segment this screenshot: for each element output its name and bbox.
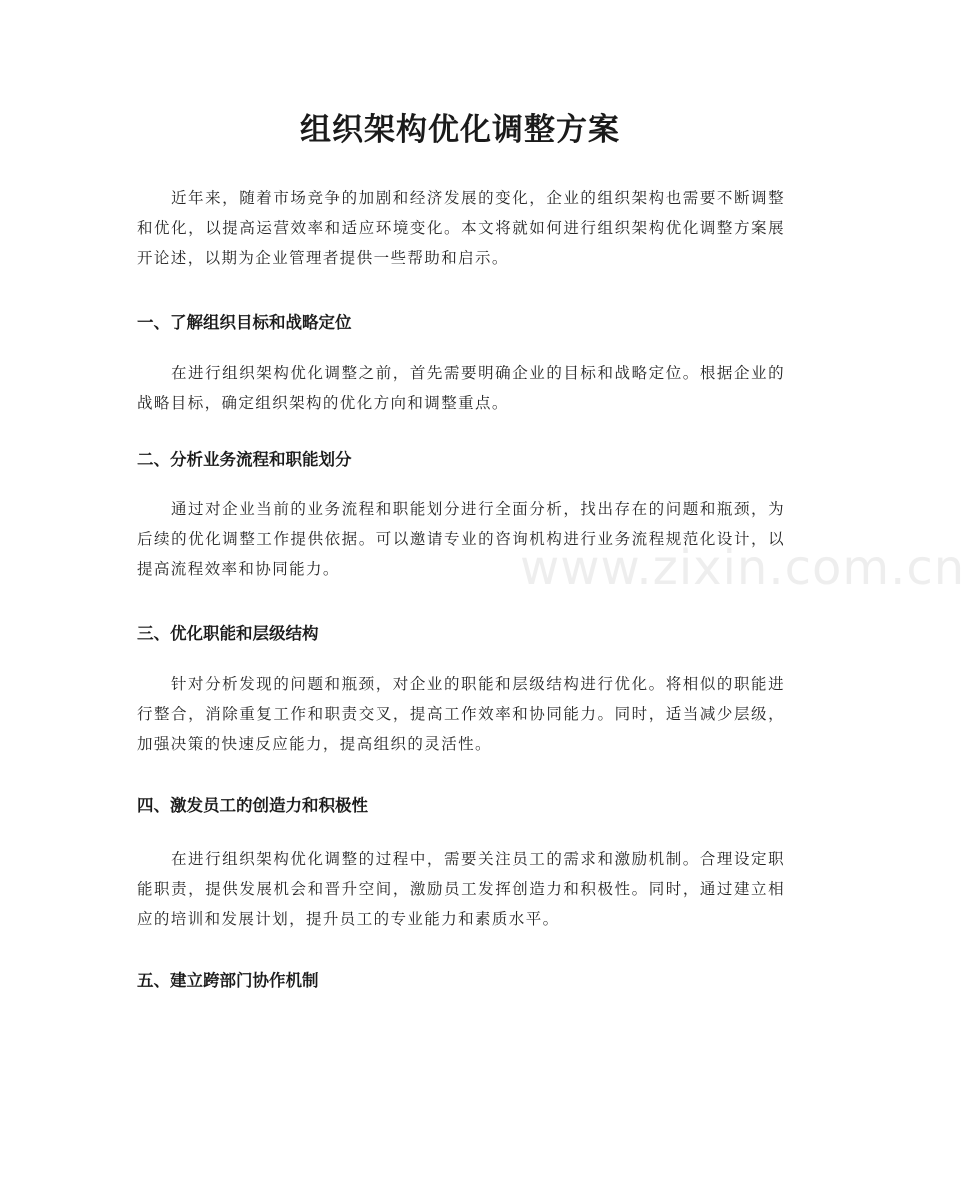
section-body-4: 在进行组织架构优化调整的过程中，需要关注员工的需求和激励机制。合理设定职能职责，提供发展机会和晋升空间，激励员工发挥创造力和积极性。同时，通过建立相应的培训和发展计划，提升员工的专业能力和素质水平。 xyxy=(137,850,785,928)
section-heading-3: 三、优化职能和层级结构 xyxy=(137,624,319,643)
section-body-3: 针对分析发现的问题和瓶颈，对企业的职能和层级结构进行优化。将相似的职能进行整合，消除重复工作和职责交叉，提高工作效率和协同能力。同时，适当减少层级，加强决策的快速反应能力，提高组织的灵活性。 xyxy=(137,675,785,753)
section-heading-1: 一、了解组织目标和战略定位 xyxy=(137,313,352,332)
section-heading-4: 四、激发员工的创造力和积极性 xyxy=(137,796,368,815)
section-heading-5: 五、建立跨部门协作机制 xyxy=(137,971,319,990)
intro-paragraph: 近年来，随着市场竞争的加剧和经济发展的变化，企业的组织架构也需要不断调整和优化，以提高运营效率和适应环境变化。本文将就如何进行组织架构优化调整方案展开论述，以期为企业管理者提供一些帮助和启示。 xyxy=(137,189,785,267)
section-heading-2: 二、分析业务流程和职能划分 xyxy=(137,450,352,469)
section-body-1: 在进行组织架构优化调整之前，首先需要明确企业的目标和战略定位。根据企业的战略目标，确定组织架构的优化方向和调整重点。 xyxy=(137,364,785,412)
document-title: 组织架构优化调整方案 xyxy=(300,112,620,148)
watermark-text: www.zixin.com.cn xyxy=(520,540,965,596)
section-body-2: 通过对企业当前的业务流程和职能划分进行全面分析，找出存在的问题和瓶颈，为后续的优化调整工作提供依据。可以邀请专业的咨询机构进行业务流程规范化设计，以提高流程效率和协同能力。 xyxy=(137,500,785,578)
